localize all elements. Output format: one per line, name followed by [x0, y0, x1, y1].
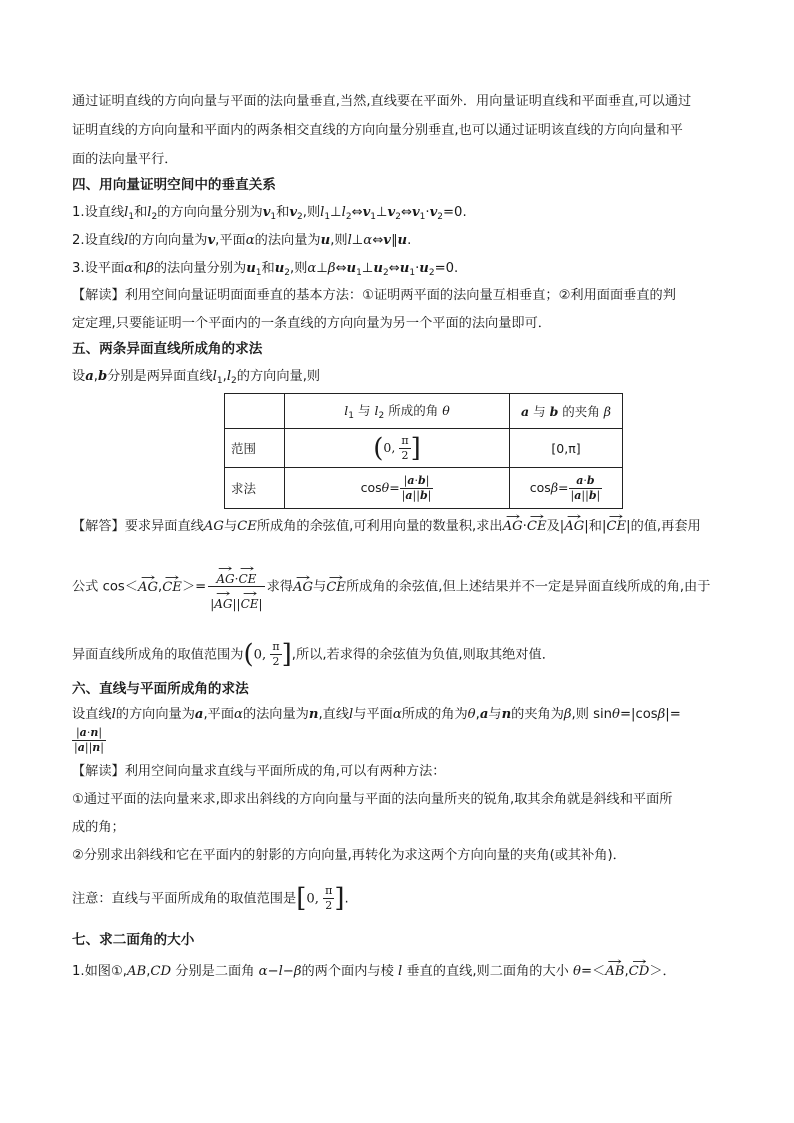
paragraph-line: 通过证明直线的方向向量与平面的法向量垂直,当然,直线要在平面外．用向量证明直线和平面垂直,可以通过 — [72, 94, 692, 109]
note-line: ①通过平面的法向量来求,即求出斜线的方向向量与平面的法向量所夹的锐角,取其余角就是斜线和平面所 — [72, 792, 673, 807]
note-line: 【解读】利用空间向量求直线与平面所成的角,可以有两种方法： — [72, 764, 446, 779]
item-7-1: 1.如图①,AB,CD 分别是二面角 α−l−β的两个面内与棱 l 垂直的直线,则二面角的大小 θ=＜→ AB,→ CD＞． — [72, 962, 676, 982]
note-line: 定定理,只要能证明一个平面内的一条直线的方向向量为另一个平面的法向量即可． — [72, 316, 551, 331]
answer-line: 【解答】要求异面直线AG与CE所成角的余弦值,可利用向量的数量积,求出→ AG·→ CE及|→ AG|和|→ CE|的值,再套用 — [72, 517, 701, 537]
table-row-label: 求法 — [225, 468, 285, 509]
table-cell-range-theta: (0, $\frac{\pi}{2}$ ] — [285, 429, 510, 468]
item-4-2: 2.设直线l的方向向量为v,平面α的法向量为u,则l⊥α⇔v∥u. — [72, 233, 412, 248]
section-5-intro: 设a,b分别是两异面直线$l_1,l_2$的方向向量,则 — [72, 369, 321, 386]
section-6-intro: 设直线l的方向向量为a,平面α的法向量为n,直线l与平面α所成的角为θ,a与n的夹角为β,则 sinθ=|cosβ|= — [72, 707, 681, 722]
table-cell-formula-theta: cosθ= $\frac{|a\cdot b|}{|a||b|}$ — [285, 468, 510, 509]
table-header-col3: a 与 b 的夹角 β — [510, 394, 623, 429]
item-4-3: 3.设平面α和β的法向量分别为$u_1$和$u_2$,则$\alpha\perp\beta\Leftrightarrow u_1\perp u_2\Leftrightarrow u_1\cdot u_2=0$. — [72, 261, 459, 278]
section-heading-6: 六、直线与平面所成角的求法 — [72, 681, 249, 697]
note-line: ②分别求出斜线和它在平面内的射影的方向向量,再转化为求这两个方向向量的夹角(或其补角)． — [72, 848, 626, 863]
section-heading-5: 五、两条异面直线所成角的求法 — [72, 341, 263, 357]
angle-table — [224, 393, 623, 509]
formula-line: 公式 cos＜→ AG,→ CE＞= → $\frac{AG\cdot\to CE}{|\to AG||\to CE|}$ 求得→ AG与→ CE所成角的余弦值,但上述结果并不一定是异面直线所成的角,由于 — [72, 562, 710, 611]
section-heading-4: 四、用向量证明空间中的垂直关系 — [72, 177, 276, 193]
caution-line: 注意：直线与平面所成角的取值范围是[0, $\frac{\pi}{2}$ ]. — [72, 883, 349, 914]
note-line: 【解读】利用空间向量证明面面垂直的基本方法：①证明两平面的法向量互相垂直；②利用面面垂直的判 — [72, 288, 676, 303]
range-line: 异面直线所成角的取值范围为(0, $\frac{\pi}{2}$ ],所以,若求得的余弦值为负值,则取其绝对值． — [72, 639, 555, 670]
section-6-fraction: $\frac{|a\cdot n|}{|a||n|}$ — [74, 726, 104, 754]
item-4-1: 1.设直线$l_1$和$l_2$的方向向量分别为$v_1$和$v_2$,则$l_1\perp l_2\Leftrightarrow v_1\perp v_2\Leftrightarrow v_1\cdot v_2=0$. — [72, 205, 467, 222]
table-header-empty — [225, 394, 285, 429]
paragraph-line: 证明直线的方向向量和平面内的两条相交直线的方向向量分别垂直,也可以通过证明该直线的方向向量和平 — [72, 123, 683, 138]
table-header-col2: $l_1$ 与 $l_2$ 所成的角 θ — [285, 394, 510, 429]
note-line: 成的角； — [72, 820, 125, 835]
table-row-label: 范围 — [225, 429, 285, 468]
table-cell-formula-beta: cosβ= $\frac{a\cdot b}{|a||b|}$ — [510, 468, 623, 509]
table-cell-range-beta: [0,π] — [510, 429, 623, 468]
section-heading-7: 七、求二面角的大小 — [72, 932, 195, 948]
paragraph-line: 面的法向量平行． — [72, 152, 178, 167]
